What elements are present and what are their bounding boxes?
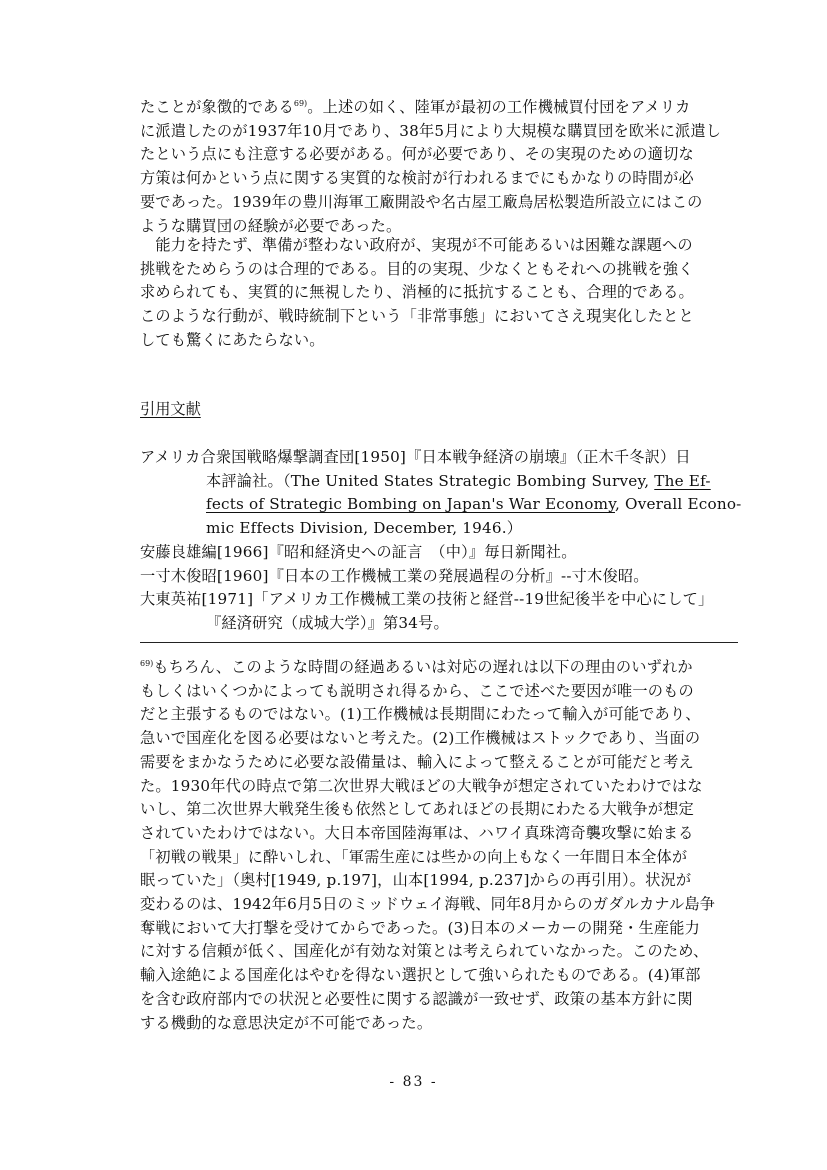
footnote-line: 需要をまかなうために必要な設備量は、輸入によって整えることが可能だと考え	[140, 752, 694, 771]
text-line: 挑戦をためらうのは合理的である。目的の実現、少なくともそれへの挑戦を強く	[140, 259, 694, 278]
footnote-line: 眠っていた」（奥村[1949, p.197]，山本[1994, p.237]からの再引用）。状況が	[140, 871, 692, 890]
reference-entry	[140, 565, 740, 589]
text-line: に派遣したのが1937年10月であり、38年5月により大規模な購買団を欧米に派遣し	[140, 121, 722, 140]
footnote	[140, 652, 740, 1035]
footnote-line: 変わるのは、1942年6月5日のミッドウェイ海戦、同年8月からのガダルカナル島争	[140, 895, 716, 914]
footnote-line: されていたわけではない。大日本帝国陸海軍は、ハワイ真珠湾奇襲攻撃に始まる	[140, 823, 694, 842]
footnote-divider	[140, 642, 738, 643]
footnote-line: 奪戦において大打撃を受けてからであった。(3)日本のメーカーの開発・生産能力	[140, 918, 701, 937]
reference-line: 本評論社。（The United States Strategic Bombing Survey, The Ef-	[206, 471, 711, 490]
footnote-line: する機動的な意思決定が不可能であった。	[140, 1013, 433, 1032]
footnote-line: いし、第二次世界大戦発生後も依然としてあれほどの長期にわたる大戦争が想定	[140, 800, 694, 819]
footnote-line: を含む政府部内での状況と必要性に関する認識が一致せず、政策の基本方針に関	[140, 989, 693, 1008]
page-number: - 83 -	[389, 1074, 438, 1090]
reference-line: 大東英祐[1971]「アメリカ工作機械工業の技術と経営--19世紀後半を中心にして」	[140, 590, 714, 609]
footnote-line: に対する信頼が低く、国産化が有効な対策とは考えられていなかった。このため、	[140, 942, 709, 961]
text-line: 要であった。1939年の豊川海軍工廠開設や名古屋工廠鳥居松製造所設立にはこの	[140, 192, 703, 211]
reference-line: アメリカ合衆国戦略爆撃調査団[1950]『日本戦争経済の崩壊』（正木千冬訳）日	[140, 448, 691, 466]
reference-line: 『経済研究（成城大学）』第34号。	[206, 613, 449, 632]
footnote-line: 「初戦の戦果」に酔いしれ、「軍需生産には些かの向上もなく一年間日本全体が	[140, 847, 688, 866]
body-paragraph-2	[140, 234, 740, 353]
reference-line: mic Effects Division, December, 1946.）	[206, 519, 523, 538]
reference-entry	[140, 446, 740, 541]
references-heading: 引用文献	[140, 400, 201, 418]
text-line: たという点にも注意する必要がある。何が必要であり、その実現のための適切な	[140, 145, 694, 164]
book-title: fects of Strategic Bombing on Japan's War Economy	[206, 495, 615, 514]
book-title: The Ef-	[654, 471, 711, 490]
text-line: しても驚くにあたらない。	[140, 330, 325, 349]
footnote-line: 急いで国産化を図る必要はないと考えた。(2)工作機械はストックであり、当面の	[140, 729, 701, 748]
text-line: 能力を持たず、準備が整わない政府が、実現が不可能あるいは困難な課題への	[140, 236, 693, 254]
footnote-line: もしくはいくつかによっても説明され得るから、ここで述べた要因が唯一のもの	[140, 681, 694, 700]
footnote-reference: 69)	[293, 99, 308, 108]
text-line: 方策は何かという点に関する実質的な検討が行われるまでにもかなりの時間が必	[140, 169, 694, 188]
reference-line: fects of Strategic Bombing on Japan's War Economy, Overall Econo-	[206, 495, 742, 514]
reference-entry	[140, 588, 740, 635]
footnote-line: だと主張するものではない。(1)工作機械は長期間にわたって輸入が可能であり、	[140, 705, 701, 724]
text-line: ような購買団の経験が必要であった。	[140, 216, 402, 235]
text-line: たことが象徴的である$^{69)}$。上述の如く、陸軍が最初の工作機械買付団をアメリカ	[140, 98, 691, 116]
footnote-line: $^{69)}$もちろん、このような時間の経過あるいは対応の遅れは以下の理由のいずれか	[140, 658, 693, 676]
body-paragraph-1	[140, 92, 740, 238]
text-line: このような行動が、戦時統制下という「非常事態」においてさえ現実化したとと	[140, 307, 694, 326]
reference-line: 安藤良雄編[1966]『昭和経済史への証言 （中）』毎日新聞社。	[140, 542, 577, 561]
text-line: 求められても、実質的に無視したり、消極的に抵抗することも、合理的である。	[140, 283, 694, 302]
reference-line: 一寸木俊昭[1960]『日本の工作機械工業の発展過程の分析』--寸木俊昭。	[140, 566, 649, 585]
footnote-line: 輸入途絶による国産化はやむを得ない選択として強いられたものである。(4)軍部	[140, 966, 701, 985]
footnote-line: た。1930年代の時点で第二次世界大戦ほどの大戦争が想定されていたわけではな	[140, 776, 703, 795]
footnote-number: 69)	[140, 659, 154, 668]
references-list	[140, 446, 740, 636]
reference-entry	[140, 541, 740, 565]
